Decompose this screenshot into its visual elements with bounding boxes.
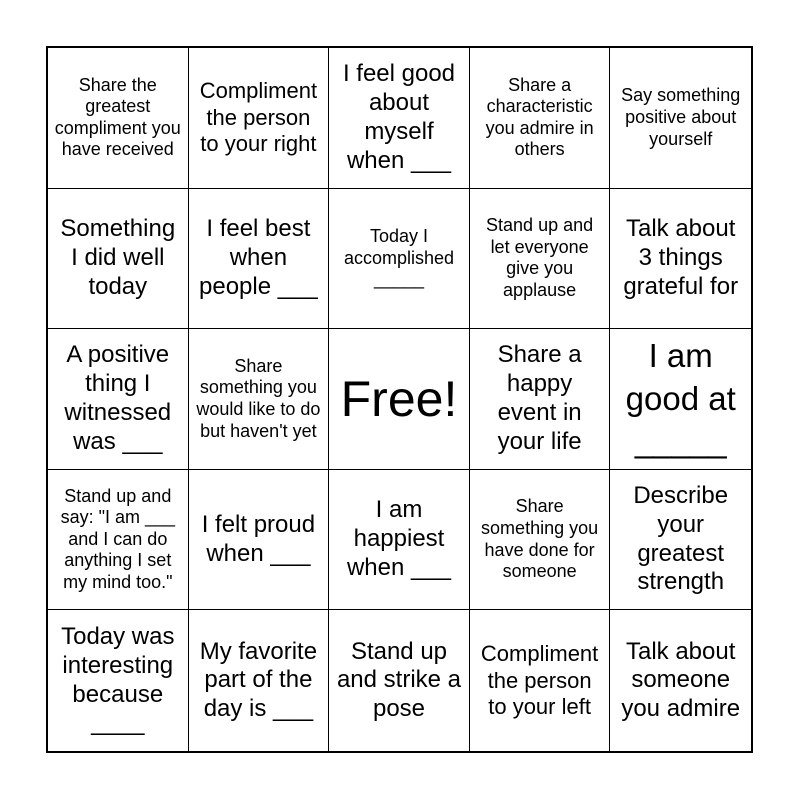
bingo-cell-1[interactable] [48, 48, 189, 189]
bingo-cell-7[interactable] [189, 189, 330, 330]
bingo-free-cell[interactable] [329, 329, 470, 470]
bingo-cell-text: Share something you have done for someone [481, 496, 599, 582]
bingo-cell-19[interactable] [470, 470, 611, 611]
bingo-cell-text: I feel best when people ___ [199, 215, 318, 300]
bingo-cell-text: Share something you would like to do but haven't yet [196, 355, 321, 441]
bingo-cell-text: I felt proud when ___ [201, 510, 316, 567]
bingo-cell-text: Today I accomplished _____ [343, 226, 455, 290]
bingo-cell-text: Talk about 3 things grateful for [623, 215, 739, 300]
bingo-cell-12[interactable] [189, 329, 330, 470]
bingo-cell-15[interactable] [610, 329, 751, 470]
bingo-cell-17[interactable] [189, 470, 330, 611]
bingo-cell-21[interactable] [48, 610, 189, 751]
bingo-cell-text: Share a characteristic you admire in others [485, 74, 594, 160]
bingo-cell-text: Talk about someone you admire [621, 637, 741, 723]
bingo-cell-4[interactable] [470, 48, 611, 189]
bingo-cell-20[interactable] [610, 470, 751, 611]
bingo-cell-text: Stand up and strike a pose [336, 637, 462, 723]
bingo-cell-16[interactable] [48, 470, 189, 611]
bingo-cell-22[interactable] [189, 610, 330, 751]
bingo-board [46, 46, 753, 753]
bingo-cell-text: Something I did well today [60, 215, 176, 300]
bingo-cell-25[interactable] [610, 610, 751, 751]
bingo-cell-text: Compliment the person to your right [199, 78, 318, 156]
bingo-cell-text: Today was interesting because ____ [61, 623, 175, 737]
bingo-cell-text: I am happiest when ___ [346, 496, 452, 581]
bingo-cell-3[interactable] [329, 48, 470, 189]
bingo-cell-text: I feel good about myself when ___ [342, 60, 456, 174]
bingo-cell-text: Share the greatest compliment you have received [54, 74, 181, 160]
bingo-cell-23[interactable] [329, 610, 470, 751]
bingo-cell-18[interactable] [329, 470, 470, 611]
bingo-cell-text: A positive thing I witnessed was ___ [64, 341, 172, 455]
bingo-cell-text: Compliment the person to your left [480, 641, 599, 719]
bingo-cell-10[interactable] [610, 189, 751, 330]
bingo-cell-text: I am good at _____ [625, 336, 736, 460]
bingo-cell-5[interactable] [610, 48, 751, 189]
bingo-cell-9[interactable] [470, 189, 611, 330]
bingo-cell-11[interactable] [48, 329, 189, 470]
bingo-cell-14[interactable] [470, 329, 611, 470]
free-space-label: Free! [340, 370, 458, 427]
bingo-cell-text: Share a happy event in your life [497, 341, 582, 455]
bingo-cell-8[interactable] [329, 189, 470, 330]
bingo-cell-text: My favorite part of the day is ___ [199, 637, 318, 723]
bingo-cell-6[interactable] [48, 189, 189, 330]
bingo-cell-24[interactable] [470, 610, 611, 751]
bingo-cell-text: Describe your greatest strength [633, 482, 729, 596]
bingo-cell-2[interactable] [189, 48, 330, 189]
bingo-cell-text: Stand up and let everyone give you applause [486, 215, 594, 300]
bingo-cell-text: Stand up and say: "I am ___ and I can do anything I set my mind too." [60, 485, 176, 592]
bingo-cell-text: Say something positive about yourself [621, 85, 741, 149]
